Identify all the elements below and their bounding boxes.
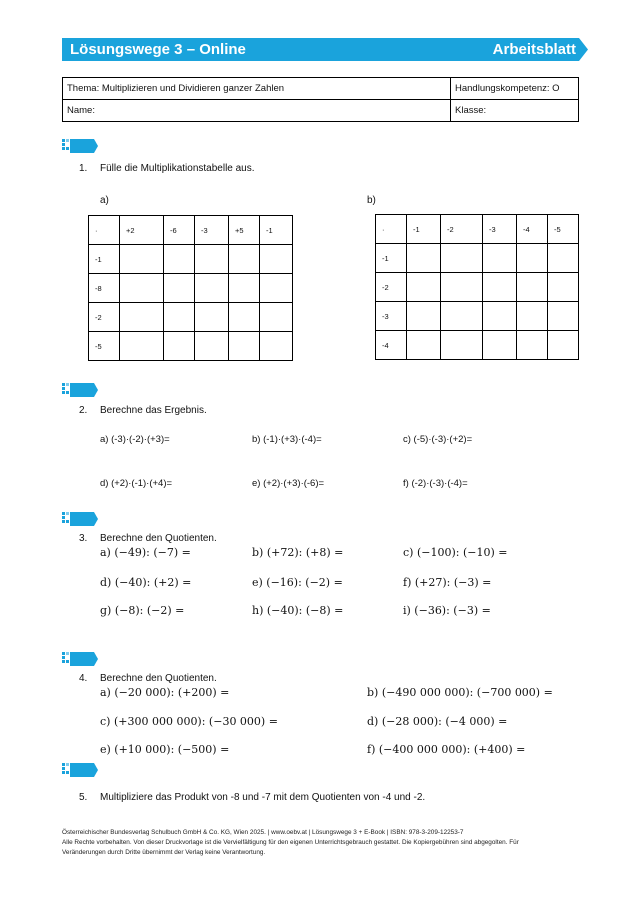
- answer-cell[interactable]: [195, 332, 229, 361]
- answer-cell[interactable]: [164, 303, 195, 332]
- exercise-2a: a) (-3)·(-2)·(+3)=: [100, 434, 170, 445]
- exercise-3i: i) (−36): (−3) =: [403, 604, 491, 617]
- answer-cell[interactable]: [407, 331, 441, 360]
- answer-cell[interactable]: [260, 332, 293, 361]
- answer-cell[interactable]: [164, 332, 195, 361]
- exercise-2d: d) (+2)·(-1)·(+4)=: [100, 478, 173, 489]
- answer-cell[interactable]: [120, 332, 164, 361]
- answer-cell[interactable]: [548, 244, 579, 273]
- row-header: -5: [89, 332, 120, 361]
- row-header: -2: [376, 273, 407, 302]
- exercise-3d: d) (−40): (+2) =: [100, 576, 192, 589]
- answer-cell[interactable]: [548, 273, 579, 302]
- column-header: +2: [120, 216, 164, 245]
- footer-rights-line: Alle Rechte vorbehalten. Von dieser Druckvorlage ist die Vervielfältigung für den eigenen Unterrichtsgebrauch gestattet. Die Kopiergebühren sind abgegolten. Für: [62, 839, 519, 846]
- answer-cell[interactable]: [195, 274, 229, 303]
- answer-cell[interactable]: [548, 331, 579, 360]
- answer-cell[interactable]: [483, 273, 517, 302]
- answer-cell[interactable]: [441, 244, 483, 273]
- task-5-text: Multipliziere das Produkt von -8 und -7 mit dem Quotienten von -4 und -2.: [100, 792, 426, 803]
- competence-cell: Handlungskompetenz: O: [451, 78, 579, 100]
- answer-cell[interactable]: [229, 274, 260, 303]
- answer-cell[interactable]: [407, 302, 441, 331]
- answer-cell[interactable]: [548, 302, 579, 331]
- section-marker-icon: [62, 512, 99, 526]
- answer-cell[interactable]: [120, 245, 164, 274]
- section-marker-icon: [62, 652, 99, 666]
- exercise-2b: b) (-1)·(+3)·(-4)=: [252, 434, 322, 445]
- exercise-3a: a) (−49): (−7) =: [100, 546, 191, 559]
- answer-cell[interactable]: [483, 302, 517, 331]
- column-header: -3: [483, 215, 517, 244]
- column-header: -5: [548, 215, 579, 244]
- row-header: -1: [89, 245, 120, 274]
- row-header: -3: [376, 302, 407, 331]
- answer-cell[interactable]: [164, 245, 195, 274]
- exercise-3b: b) (+72): (+8) =: [252, 546, 344, 559]
- answer-cell[interactable]: [517, 273, 548, 302]
- header-banner: [62, 38, 588, 61]
- answer-cell[interactable]: [229, 303, 260, 332]
- answer-cell[interactable]: [195, 245, 229, 274]
- task-1-number: 1.: [79, 163, 88, 174]
- section-marker-icon: [62, 763, 99, 777]
- column-header: -6: [164, 216, 195, 245]
- answer-cell[interactable]: [260, 245, 293, 274]
- multiplication-table-b: [375, 214, 579, 360]
- answer-cell[interactable]: [260, 303, 293, 332]
- task-2-text: Berechne das Ergebnis.: [100, 405, 207, 416]
- table-corner: ·: [376, 215, 407, 244]
- exercise-4d: d) (−28 000): (−4 000) =: [367, 715, 508, 728]
- column-header: -1: [407, 215, 441, 244]
- task-2-number: 2.: [79, 405, 88, 416]
- task-1-text: Fülle die Multiplikationstabelle aus.: [100, 163, 255, 174]
- exercise-2c: c) (-5)·(-3)·(+2)=: [403, 434, 473, 445]
- answer-cell[interactable]: [407, 273, 441, 302]
- task-3-text: Berechne den Quotienten.: [100, 533, 217, 544]
- answer-cell[interactable]: [441, 331, 483, 360]
- task-3-number: 3.: [79, 533, 88, 544]
- row-header: -8: [89, 274, 120, 303]
- exercise-3f: f) (+27): (−3) =: [403, 576, 492, 589]
- answer-cell[interactable]: [483, 244, 517, 273]
- section-marker-icon: [62, 383, 99, 397]
- row-header: -4: [376, 331, 407, 360]
- class-field[interactable]: Klasse:: [451, 100, 579, 122]
- footer-publisher-line: Österreichischer Bundesverlag Schulbuch GmbH & Co. KG, Wien 2025. | www.oebv.at | Lösungswege 3 + E-Book | ISBN: 978-3-209-12253-7: [62, 829, 464, 836]
- table-b-label: b): [367, 195, 376, 206]
- answer-cell[interactable]: [407, 244, 441, 273]
- task-5-number: 5.: [79, 792, 88, 803]
- exercise-3c: c) (−100): (−10) =: [403, 546, 508, 559]
- answer-cell[interactable]: [120, 274, 164, 303]
- multiplication-table-a: [88, 215, 293, 361]
- answer-cell[interactable]: [517, 302, 548, 331]
- footer-liability-line: Veränderungen durch Dritte übernimmt der Verlag keine Verantwortung.: [62, 849, 266, 856]
- exercise-4f: f) (−400 000 000): (+400) =: [367, 743, 526, 756]
- column-header: +5: [229, 216, 260, 245]
- answer-cell[interactable]: [229, 332, 260, 361]
- column-header: -4: [517, 215, 548, 244]
- exercise-2e: e) (+2)·(+3)·(-6)=: [252, 478, 325, 489]
- task-4-text: Berechne den Quotienten.: [100, 673, 217, 684]
- table-a-label: a): [100, 195, 109, 206]
- worksheet-series-title: Lösungswege 3 – Online: [70, 41, 246, 58]
- answer-cell[interactable]: [517, 244, 548, 273]
- answer-cell[interactable]: [120, 303, 164, 332]
- topic-cell: Thema: Multiplizieren und Dividieren ganzer Zahlen: [63, 78, 451, 100]
- answer-cell[interactable]: [229, 245, 260, 274]
- row-header: -1: [376, 244, 407, 273]
- answer-cell[interactable]: [441, 273, 483, 302]
- answer-cell[interactable]: [441, 302, 483, 331]
- column-header: -1: [260, 216, 293, 245]
- answer-cell[interactable]: [164, 274, 195, 303]
- info-table: [62, 77, 579, 122]
- answer-cell[interactable]: [195, 303, 229, 332]
- row-header: -2: [89, 303, 120, 332]
- worksheet-type-label: Arbeitsblatt: [492, 41, 576, 58]
- exercise-4e: e) (+10 000): (−500) =: [100, 743, 230, 756]
- column-header: -3: [195, 216, 229, 245]
- answer-cell[interactable]: [483, 331, 517, 360]
- task-4-number: 4.: [79, 673, 88, 684]
- name-field[interactable]: Name:: [63, 100, 451, 122]
- exercise-3g: g) (−8): (−2) =: [100, 604, 185, 617]
- exercise-2f: f) (-2)·(-3)·(-4)=: [403, 478, 468, 489]
- exercise-4a: a) (−20 000): (+200) =: [100, 686, 230, 699]
- answer-cell[interactable]: [260, 274, 293, 303]
- exercise-4b: b) (−490 000 000): (−700 000) =: [367, 686, 553, 699]
- table-corner: ·: [89, 216, 120, 245]
- column-header: -2: [441, 215, 483, 244]
- section-marker-icon: [62, 139, 99, 153]
- answer-cell[interactable]: [517, 331, 548, 360]
- exercise-3e: e) (−16): (−2) =: [252, 576, 343, 589]
- exercise-3h: h) (−40): (−8) =: [252, 604, 344, 617]
- footer: [62, 828, 592, 858]
- exercise-4c: c) (+300 000 000): (−30 000) =: [100, 715, 278, 728]
